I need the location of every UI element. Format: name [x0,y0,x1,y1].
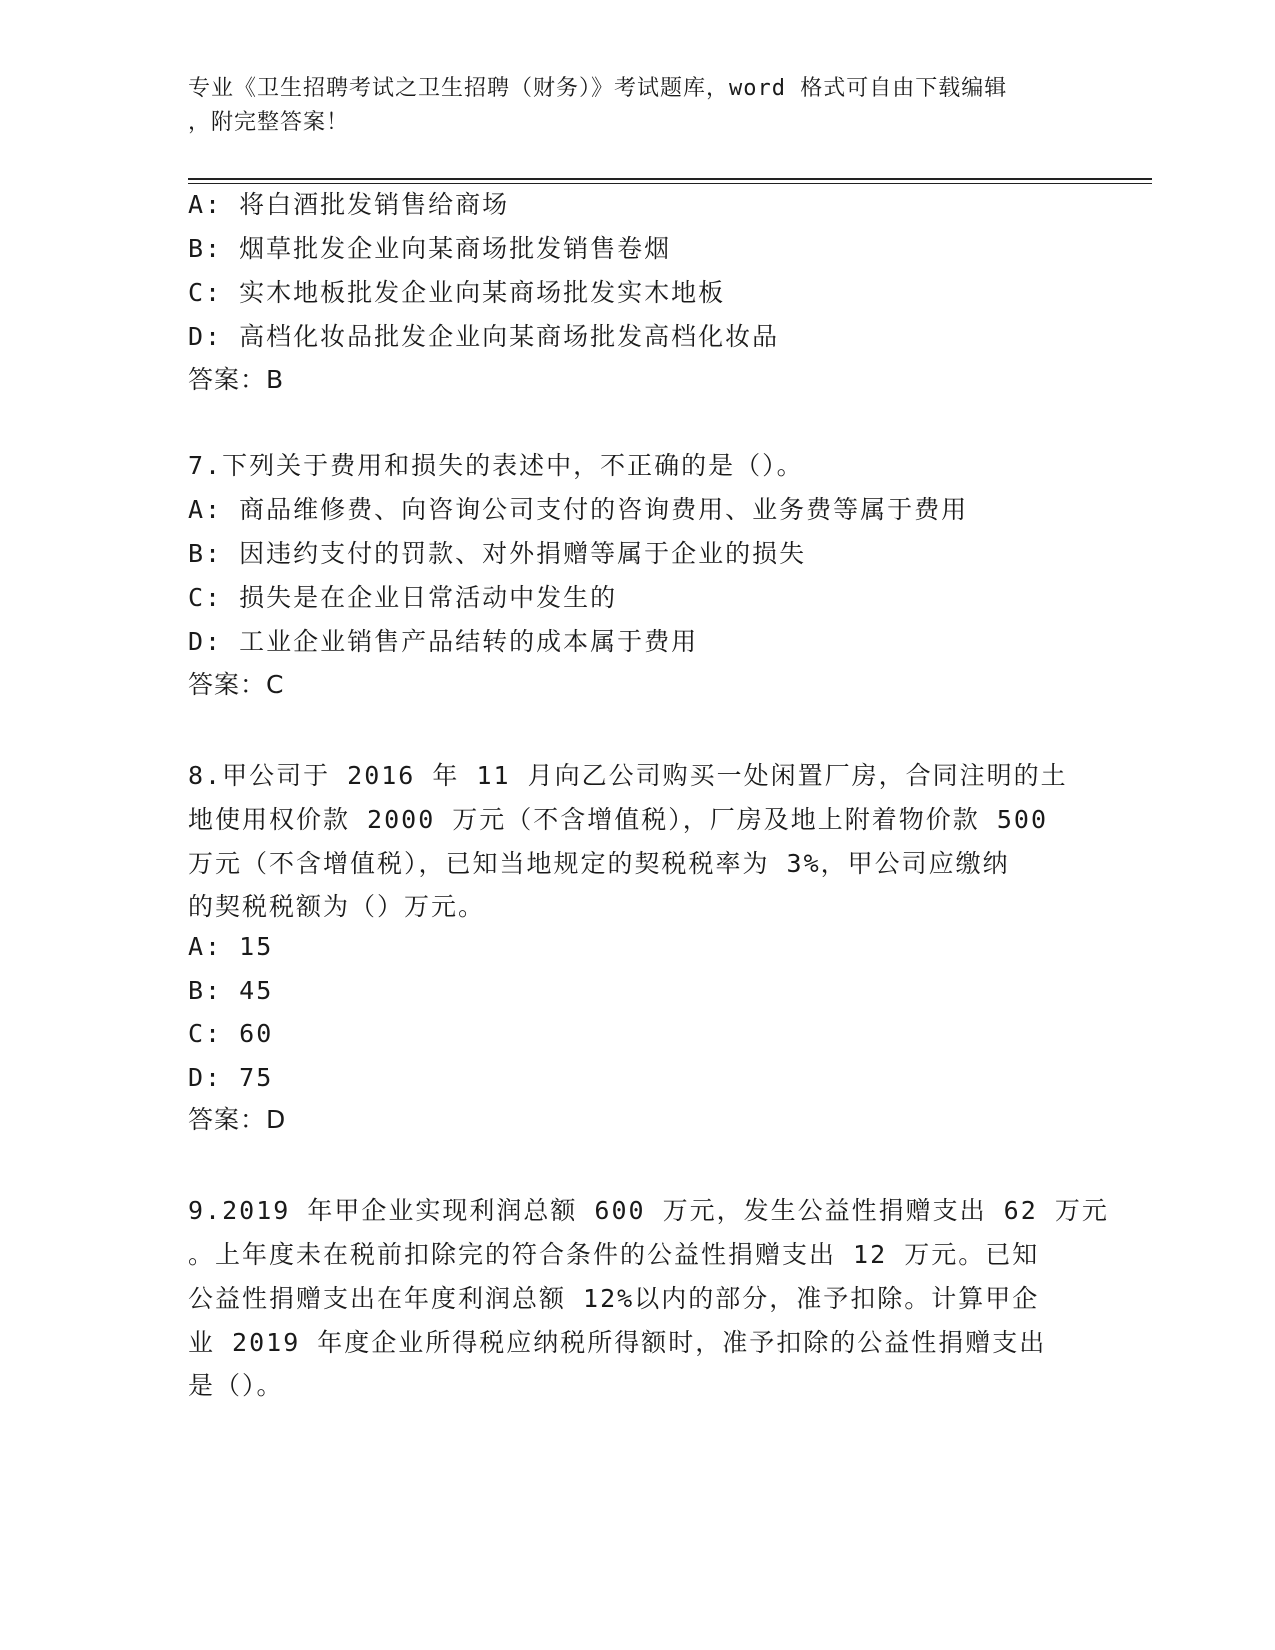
q8-option-d: D: 75 [188,1063,274,1092]
q8-option-a: A: 15 [188,932,274,961]
header-line-1: 专业《卫生招聘考试之卫生招聘（财务）》考试题库，word 格式可自由下载编辑 [188,76,1008,101]
q9-stem-line-3: 公益性捐赠支出在年度利润总额 12%以内的部分，准予扣除。计算甲企 [188,1284,1040,1313]
document-header [188,72,1068,140]
header-line-2: ，附完整答案！ [188,110,350,135]
q9-stem-line-2: 。上年度未在税前扣除完的符合条件的公益性捐赠支出 12 万元。已知 [188,1240,1040,1269]
q6-answer: 答案：B [188,365,285,394]
q7-option-a: A: 商品维修费、向咨询公司支付的咨询费用、业务费等属于费用 [188,495,969,524]
q7-option-b: B: 因违约支付的罚款、对外捐赠等属于企业的损失 [188,539,807,568]
q6-option-b: B: 烟草批发企业向某商场批发销售卷烟 [188,234,672,263]
q6-option-a: A: 将白酒批发销售给商场 [188,190,510,219]
q9-stem-line-1: 9.2019 年甲企业实现利润总额 600 万元，发生公益性捐赠支出 62 万元 [188,1196,1109,1225]
q9-stem-line-5: 是（）。 [188,1371,284,1400]
q8-option-c: C: 60 [188,1019,274,1048]
q7-option-c: C: 损失是在企业日常活动中发生的 [188,583,618,612]
q8-stem-line-4: 的契税税额为（）万元。 [188,892,486,921]
header-rule-thin [188,183,1152,184]
q6-option-d: D: 高档化妆品批发企业向某商场批发高档化妆品 [188,322,780,351]
q7-answer: 答案：C [188,670,285,699]
q6-option-c: C: 实木地板批发企业向某商场批发实木地板 [188,278,726,307]
q8-answer: 答案：D [188,1105,287,1134]
q9-stem-line-4: 业 2019 年度企业所得税应纳税所得额时，准予扣除的公益性捐赠支出 [188,1328,1047,1357]
q7-stem: 7.下列关于费用和损失的表述中，不正确的是（）。 [188,451,804,480]
q7-option-d: D: 工业企业销售产品结转的成本属于费用 [188,627,699,656]
q8-option-b: B: 45 [188,976,274,1005]
q8-stem-line-1: 8.甲公司于 2016 年 11 月向乙公司购买一处闲置厂房，合同注明的土 [188,761,1068,790]
q8-stem-line-3: 万元（不含增值税），已知当地规定的契税税率为 3%，甲公司应缴纳 [188,849,1010,878]
header-rule-thick [188,178,1152,180]
q8-stem-line-2: 地使用权价款 2000 万元（不含增值税），厂房及地上附着物价款 500 [188,805,1049,834]
